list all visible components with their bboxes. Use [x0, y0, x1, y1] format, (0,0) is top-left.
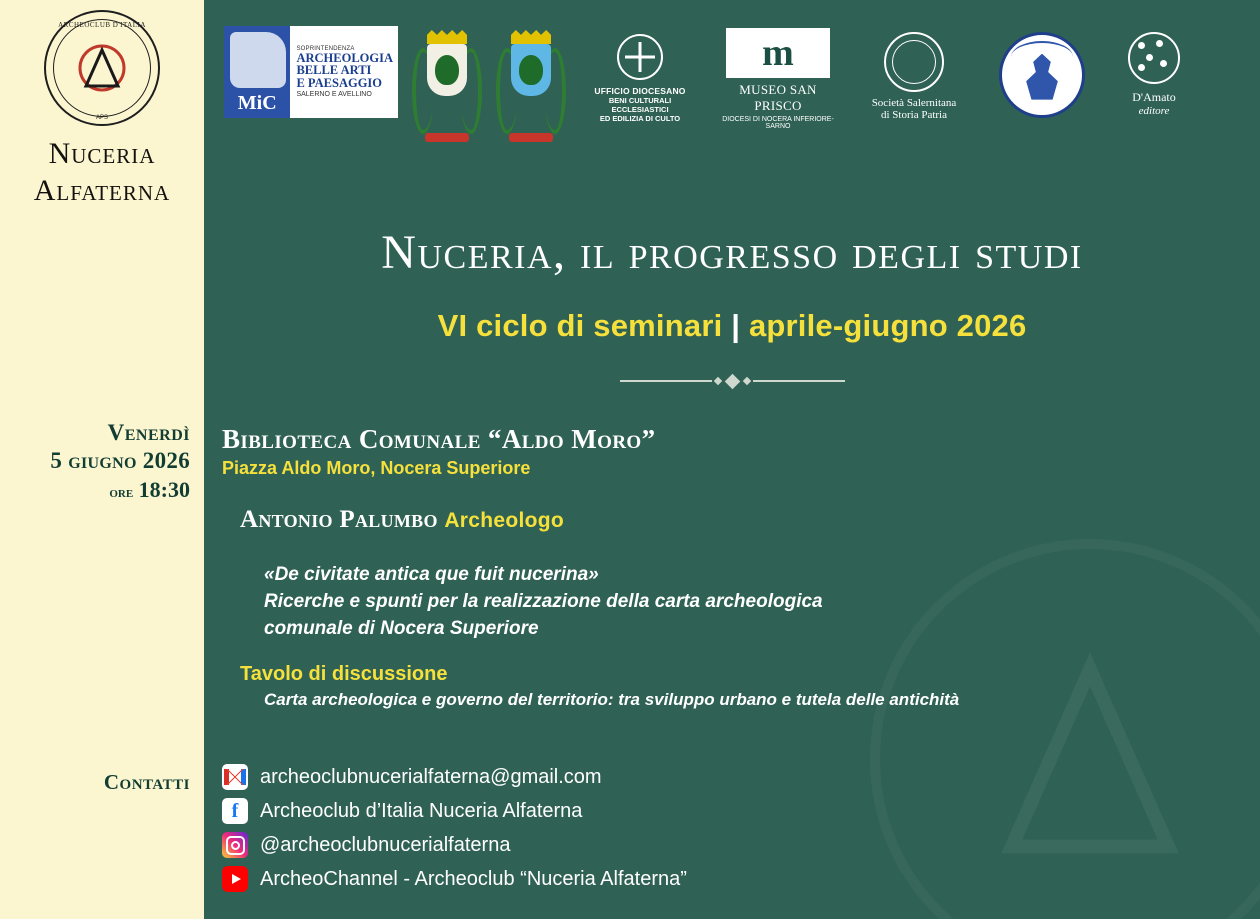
contact-row-instagram[interactable] [222, 832, 687, 858]
contact-facebook: Archeoclub d’Italia Nuceria Alfaterna [260, 799, 583, 822]
ribbon-icon [425, 133, 469, 142]
panel-text: Carta archeologica e governo del territorio: tra sviluppo urbano e tutela delle antichità [264, 690, 960, 709]
museo-mark-letter: m [762, 32, 794, 74]
venue-name: Biblioteca Comunale “Aldo Moro” [222, 424, 656, 454]
partner-logos [224, 26, 1250, 146]
mic-line4: E PAESAGGIO [296, 75, 382, 90]
salerno-seal-logo [986, 26, 1098, 118]
ufficio-line3: ED EDILIZIA DI CULTO [599, 114, 681, 123]
contact-row-facebook[interactable] [222, 798, 687, 824]
speaker-role: Archeologo [444, 509, 564, 532]
contact-instagram: @archeoclubnucerialfaterna [260, 833, 511, 856]
crown-icon [427, 30, 467, 44]
facebook-icon: f [222, 798, 248, 824]
museo-line1: MUSEO SAN PRISCO [739, 82, 817, 113]
event-date-block [0, 420, 190, 503]
seal-icon [884, 32, 944, 92]
mic-logo [224, 26, 398, 118]
contacts-label: Contatti [103, 770, 190, 794]
crown-icon [511, 30, 551, 44]
event-time-label: ore [109, 485, 134, 501]
subtitle-separator: | [731, 308, 741, 343]
contact-email: archeoclubnucerialfaterna@gmail.com [260, 765, 602, 788]
mic-line2: ARCHEOLOGIA [296, 50, 393, 65]
subtitle-left: VI ciclo di seminari [437, 308, 723, 343]
shield-icon [427, 44, 467, 96]
speaker-name: Antonio Palumbo [240, 506, 438, 533]
logo-circle [44, 10, 160, 126]
talk-line2: Ricerche e spunti per la realizzazione della carta archeologica [264, 590, 823, 612]
contacts-list [222, 764, 687, 892]
damato-line2: editore [1138, 105, 1170, 117]
poster-subtitle [204, 308, 1260, 344]
sidebar [0, 0, 204, 919]
damato-circle-icon [1128, 32, 1180, 84]
mic-logo-mark [224, 26, 290, 118]
mic-figure-icon [230, 32, 286, 88]
tree-icon [435, 55, 459, 85]
contact-youtube: ArcheoChannel - Archeoclub “Nuceria Alfaterna” [260, 867, 687, 890]
panel-label: Tavolo di discussione [240, 663, 448, 685]
gmail-icon [222, 764, 248, 790]
contact-row-youtube[interactable] [222, 866, 687, 892]
comune-nocera-superiore-crest [496, 26, 566, 144]
damato-line1: D'Amato [1132, 90, 1176, 104]
shield-icon [511, 44, 551, 96]
mic-line1: SOPRINTENDENZA [296, 45, 355, 52]
watermark-logo [870, 539, 1260, 919]
mic-line3: BELLE ARTI [296, 63, 372, 78]
ufficio-line1: UFFICIO DIOCESANO [594, 86, 686, 96]
seal-inner-ring [892, 40, 936, 84]
mic-logo-caption [290, 42, 398, 103]
logo-top-text: ARCHEOCLUB D'ITALIA [58, 21, 146, 29]
club-name-line1: Nuceria [48, 137, 156, 170]
talk-title-block [264, 562, 823, 643]
salerno-seal-icon [999, 32, 1085, 118]
event-time [0, 477, 190, 503]
venue-address: Piazza Aldo Moro, Nocera Superiore [222, 458, 531, 478]
archeoclub-logo [0, 10, 204, 209]
event-date: 5 giugno 2026 [50, 448, 190, 473]
club-name [0, 136, 204, 209]
cross-icon [617, 34, 663, 80]
societa-line1: Società Salernitana [871, 97, 957, 109]
tree-icon [519, 55, 543, 85]
watermark-a-icon [975, 644, 1205, 874]
museo-line2: DIOCESI DI NOCERA INFERIORE-SARNO [722, 116, 834, 130]
museo-mark-icon [726, 28, 830, 78]
subtitle-right: aprile-giugno 2026 [748, 308, 1027, 343]
ornament-divider [204, 372, 1260, 390]
talk-line3: comunale di Nocera Superiore [264, 617, 539, 639]
club-name-line2: Alfaterna [33, 173, 171, 207]
museo-san-prisco-logo [714, 26, 842, 130]
ufficio-line2: BENI CULTURALI ECCLESIASTICI [608, 96, 672, 114]
instagram-icon [222, 832, 248, 858]
event-time-value: 18:30 [138, 477, 190, 502]
event-weekday: Venerdì [107, 420, 190, 445]
talk-line1: «De civitate antica que fuit nucerina» [264, 564, 599, 585]
societa-line2: di Storia Patria [881, 109, 947, 121]
archeoclub-a-icon [74, 42, 130, 94]
ufficio-diocesano-logo [580, 26, 700, 123]
youtube-icon [222, 866, 248, 892]
poster-title: Nuceria, il progresso degli studi [381, 226, 1083, 279]
comune-nocera-inferiore-crest [412, 26, 482, 144]
mic-line5: SALERNO E AVELLINO [296, 91, 372, 99]
damato-editore-logo [1112, 26, 1196, 117]
ribbon-icon [509, 133, 553, 142]
speaker-block [240, 506, 564, 534]
main-panel [204, 0, 1260, 919]
contact-row-email[interactable] [222, 764, 687, 790]
mic-logo-text: MiC [237, 92, 277, 114]
societa-salernitana-logo [856, 26, 972, 121]
logo-aps-text: APS [95, 115, 108, 121]
